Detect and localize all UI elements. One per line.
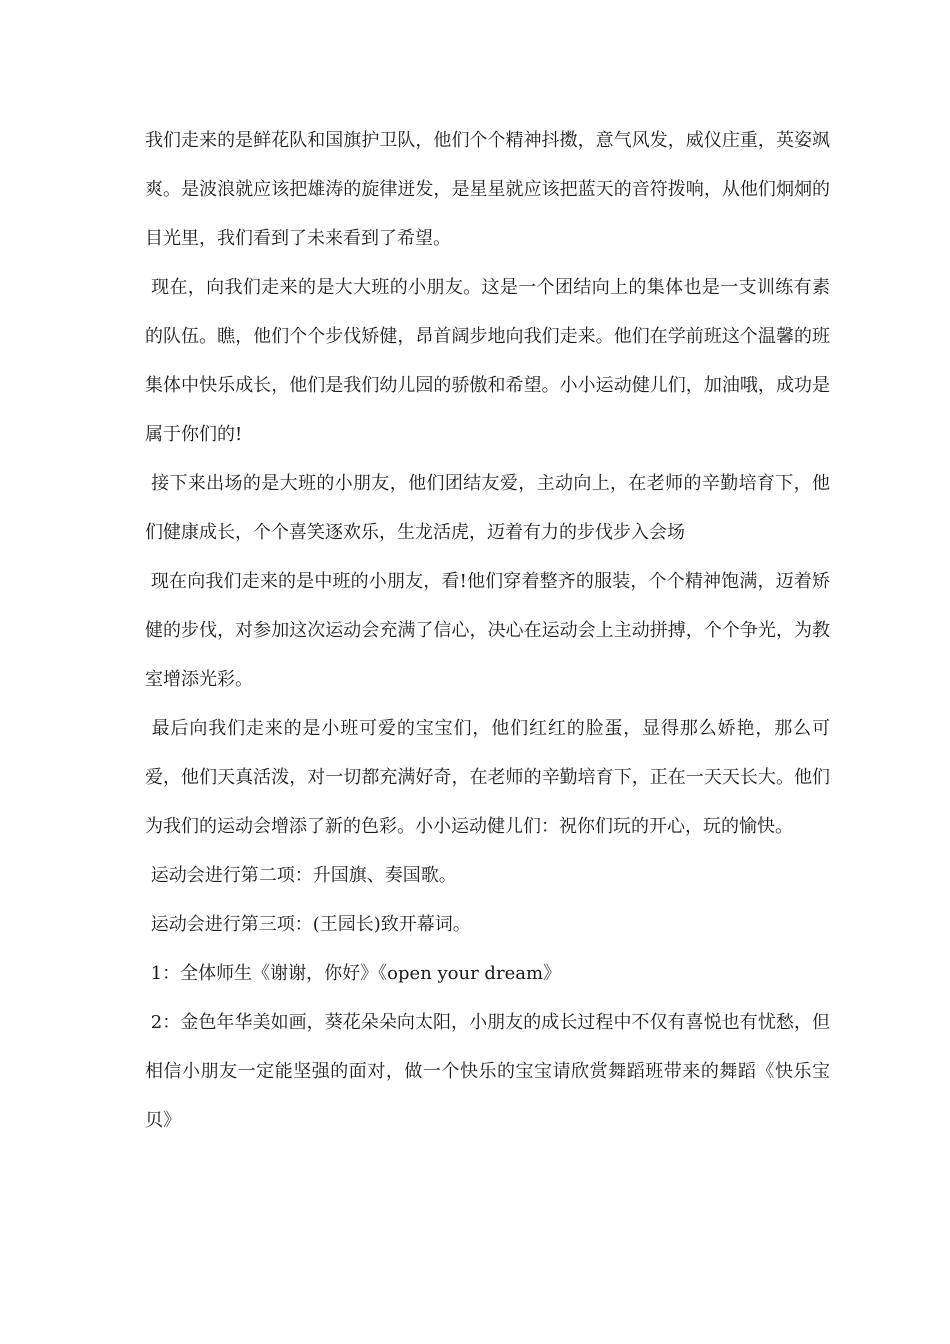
paragraph-senior-class: 接下来出场的是大班的小朋友，他们团结友爱，主动向上，在老师的辛勤培育下，他们健康成长，个个喜笑逐欢乐，生龙活虎，迈着有力的步伐步入会场 bbox=[145, 473, 830, 543]
paragraph-middle-class: 现在向我们走来的是中班的小朋友，看!他们穿着整齐的服装，个个精神饱满，迈着矫健的步伐，对参加这次运动会充满了信心，决心在运动会上主动拼搏，个个争光，为教室增添光彩。 bbox=[145, 571, 830, 690]
paragraph-program-two: 2：金色年华美如画，葵花朵朵向太阳，小朋友的成长过程中不仅有喜悦也有忧愁，但相信小朋友一定能坚强的面对，做一个快乐的宝宝请欣赏舞蹈班带来的舞蹈《快乐宝贝》 bbox=[145, 1012, 830, 1131]
paragraph-program-one: 1：全体师生《谢谢，你好》《open your dream》 bbox=[145, 963, 562, 984]
paragraph-item-two: 运动会进行第二项：升国旗、奏国歌。 bbox=[145, 865, 457, 886]
paragraph-senior-preschool: 现在，向我们走来的是大大班的小朋友。这是一个团结向上的集体也是一支训练有素的队伍。瞧，他们个个步伐矫健，昂首阔步地向我们走来。他们在学前班这个温馨的班集体中快乐成长，他们是我们幼儿园的骄傲和希望。小小运动健儿们，加油哦，成功是属于你们的! bbox=[145, 277, 830, 445]
document-body bbox=[145, 116, 830, 1145]
paragraph-junior-class: 最后向我们走来的是小班可爱的宝宝们，他们红红的脸蛋，显得那么娇艳，那么可爱，他们天真活泼，对一切都充满好奇，在老师的辛勤培育下，正在一天天长大。他们为我们的运动会增添了新的色彩。小小运动健儿们：祝你们玩的开心，玩的愉快。 bbox=[145, 718, 830, 837]
paragraph-item-three: 运动会进行第三项：(王园长)致开幕词。 bbox=[145, 914, 471, 935]
paragraph-honor-guard: 我们走来的是鲜花队和国旗护卫队，他们个个精神抖擞，意气风发，威仪庄重，英姿飒爽。是波浪就应该把雄涛的旋律迸发，是星星就应该把蓝天的音符拨响，从他们炯炯的目光里，我们看到了未来看到了希望。 bbox=[145, 130, 830, 249]
